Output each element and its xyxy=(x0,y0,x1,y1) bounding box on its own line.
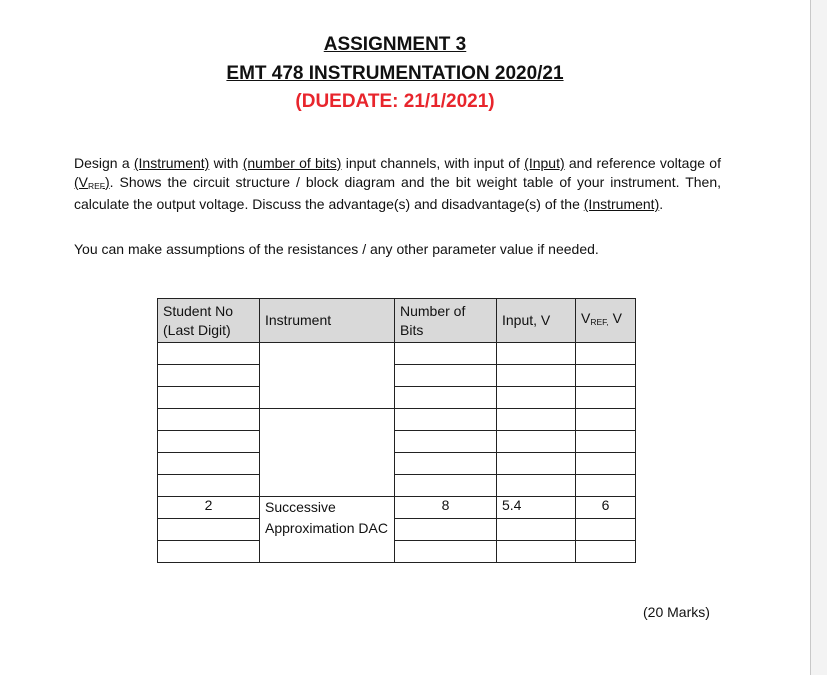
header-student-no: Student No (Last Digit) xyxy=(158,299,260,343)
marks-label: (20 Marks) xyxy=(643,604,710,620)
assignment-title: ASSIGNMENT 3 xyxy=(323,34,467,55)
header-input: Input, V xyxy=(497,299,576,343)
input-placeholder: (Input) xyxy=(524,155,565,171)
bits-cell: 8 xyxy=(395,497,497,519)
page-edge xyxy=(810,0,811,675)
table-row xyxy=(158,343,636,365)
table-row-filled xyxy=(158,497,636,519)
instrument-name-cell: Successive Approximation DAC xyxy=(260,497,395,563)
student-no-cell: 2 xyxy=(158,497,260,519)
vref-cell: 6 xyxy=(576,497,636,519)
header-instrument: Instrument xyxy=(260,299,395,343)
instructions-paragraph: Design a (Instrument) with (number of bits) input channels, with input of (Input) and reference voltage of $(V_{REF})$. Shows the circuit structure / block diagram and the bit weight table of your instrument. Then, calculate the output voltage. Discuss the advantage(s) and disadvantage(s) of the (Instrument). xyxy=(74,155,721,212)
header-vref: $V_{REF,}$ V xyxy=(576,299,636,343)
instrument-cell xyxy=(260,409,395,497)
instrument-placeholder-2: (Instrument) xyxy=(583,196,660,212)
table-row xyxy=(158,365,636,387)
vref-placeholder: $(V_{REF})$ xyxy=(74,173,110,191)
table-row xyxy=(158,431,636,453)
table-row xyxy=(158,541,636,563)
course-title: EMT 478 INSTRUMENTATION 2020/21 xyxy=(226,63,564,84)
instrument-placeholder: (Instrument) xyxy=(133,155,210,171)
bits-placeholder: (number of bits) xyxy=(242,155,342,171)
table-row xyxy=(158,387,636,409)
assignment-table xyxy=(157,298,636,563)
assumptions-note: You can make assumptions of the resistances / any other parameter value if needed. xyxy=(74,241,599,257)
table-row xyxy=(158,453,636,475)
header-bits: Number of Bits xyxy=(395,299,497,343)
instrument-cell xyxy=(260,343,395,409)
scrollbar-track[interactable] xyxy=(814,0,824,675)
table-row xyxy=(158,475,636,497)
table-header-row xyxy=(158,299,636,343)
due-date: (DUEDATE: 21/1/2021) xyxy=(295,91,495,112)
table-row xyxy=(158,519,636,541)
table-row xyxy=(158,409,636,431)
input-cell: 5.4 xyxy=(497,497,576,519)
